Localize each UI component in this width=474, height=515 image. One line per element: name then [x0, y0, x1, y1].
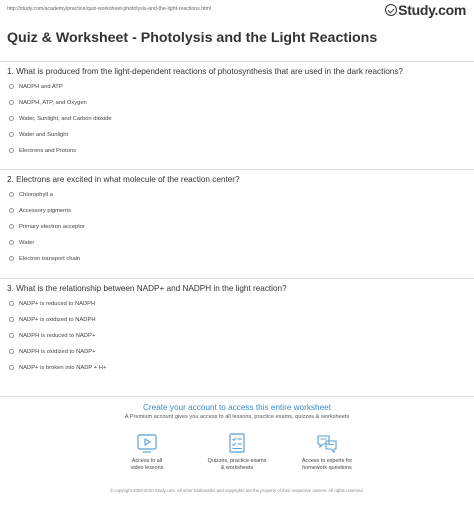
option-label: Primary electron acceptor: [19, 223, 86, 230]
experts-chat-icon: [316, 432, 338, 454]
answer-option[interactable]: [9, 206, 71, 215]
option-label: NADPH and ATP: [19, 83, 63, 90]
radio-icon[interactable]: [9, 349, 14, 354]
feature-label: & worksheets: [220, 465, 254, 471]
copyright-text: © copyright 2003-2020 Study.com. All other trademarks and copyrights are the property of their respective owners. All rights reserved.: [110, 488, 364, 493]
option-label: Electron transport chain: [19, 255, 81, 262]
answer-option[interactable]: [9, 238, 34, 247]
answer-option[interactable]: [9, 190, 53, 199]
radio-icon[interactable]: [9, 365, 14, 370]
radio-icon[interactable]: [9, 224, 14, 229]
page-url: http://study.com/academy/practice/quiz-worksheet-photolysis-and-the-light-reactions.html: [7, 6, 212, 12]
answer-option[interactable]: [9, 222, 85, 231]
answer-option[interactable]: [9, 347, 96, 356]
question-1: [0, 61, 474, 161]
option-label: Water: [19, 239, 35, 246]
option-label: Water and Sunlight: [19, 131, 69, 138]
option-label: NADPH, ATP, and Oxygen: [19, 99, 87, 106]
question-3: [0, 278, 474, 378]
question-text: 1. What is produced from the light-dependent reactions of photosynthesis that are used in the dark reactions?: [7, 67, 403, 76]
divider: [0, 61, 474, 62]
option-label: Water, Sunlight, and Carbon dioxide: [19, 115, 112, 122]
study-logo[interactable]: [385, 2, 466, 17]
quiz-icon: [226, 432, 248, 454]
answer-option[interactable]: [9, 331, 95, 340]
question-text: 3. What is the relationship between NADP+ and NADPH in the light reaction?: [7, 284, 287, 293]
answer-option[interactable]: [9, 98, 87, 107]
radio-icon[interactable]: [9, 192, 14, 197]
question-text: 2. Electrons are excited in what molecule of the reaction center?: [7, 175, 240, 184]
create-account-link[interactable]: Create your account to access this entire worksheet: [143, 403, 331, 412]
video-icon: [136, 432, 158, 454]
radio-icon[interactable]: [9, 208, 14, 213]
answer-option[interactable]: [9, 82, 63, 91]
option-label: NADP+ is reduced to NADPH: [19, 300, 96, 307]
radio-icon[interactable]: [9, 84, 14, 89]
top-bar: [0, 0, 474, 20]
radio-icon[interactable]: [9, 333, 14, 338]
radio-icon[interactable]: [9, 116, 14, 121]
radio-icon[interactable]: [9, 256, 14, 261]
divider: [0, 396, 474, 397]
divider: [0, 169, 474, 170]
option-label: NADPH is reduced to NADP+: [19, 332, 96, 339]
feature-label: video lessons: [130, 465, 164, 471]
feature-label: homework questions: [302, 465, 352, 471]
feature-label: Access to all: [131, 458, 163, 464]
option-label: NADP+ is broken into NADP + H+: [19, 364, 107, 371]
logo-check-icon: [385, 4, 397, 16]
radio-icon[interactable]: [9, 317, 14, 322]
option-label: NADP+ is oxidized to NADPH: [19, 316, 96, 323]
option-label: Accessory pigments: [19, 207, 71, 214]
answer-option[interactable]: [9, 146, 76, 155]
radio-icon[interactable]: [9, 301, 14, 306]
answer-option[interactable]: [9, 130, 68, 139]
feature-label: Quizzes, practice exams: [207, 458, 267, 464]
answer-option[interactable]: [9, 363, 106, 372]
radio-icon[interactable]: [9, 132, 14, 137]
question-2: [0, 169, 474, 269]
radio-icon[interactable]: [9, 240, 14, 245]
option-label: NADPH is oxidized to NADP+: [19, 348, 96, 355]
answer-option[interactable]: [9, 299, 95, 308]
radio-icon[interactable]: [9, 100, 14, 105]
answer-option[interactable]: [9, 254, 80, 263]
logo-text: Study.com: [398, 1, 466, 18]
page-title: Quiz & Worksheet - Photolysis and the Light Reactions: [7, 30, 378, 46]
promo-subtitle: A Premium account gives you access to all lessons, practice exams, quizzes & worksheets: [124, 414, 350, 420]
radio-icon[interactable]: [9, 148, 14, 153]
option-label: Electrons and Protons: [19, 147, 77, 154]
answer-option[interactable]: [9, 315, 96, 324]
answer-option[interactable]: [9, 114, 112, 123]
divider: [0, 278, 474, 279]
feature-label: Access to experts for: [301, 458, 353, 464]
option-label: Chlorophyll a: [19, 191, 53, 198]
feature-experts: [272, 432, 382, 472]
